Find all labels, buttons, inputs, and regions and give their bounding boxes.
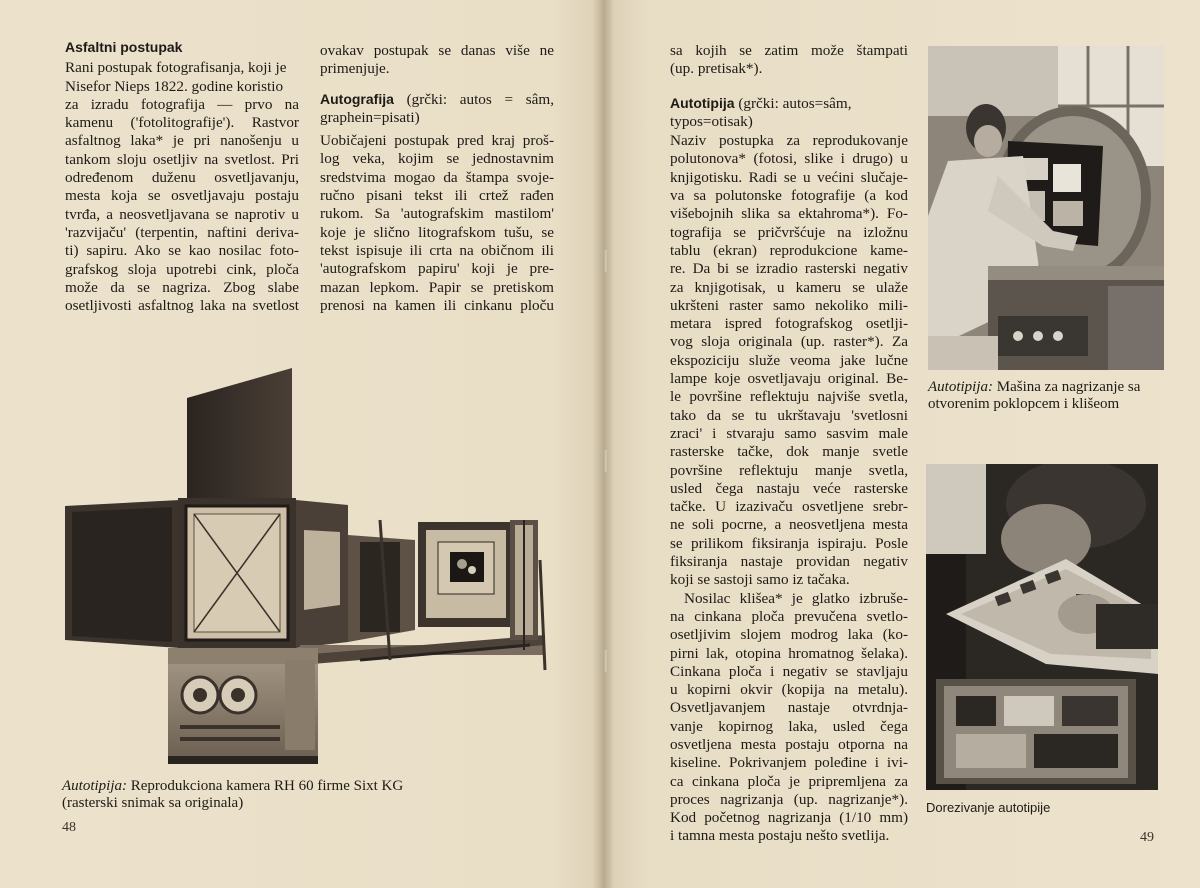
text-line: na cinkana ploča prevučena svetlo- — [670, 607, 908, 625]
text-line: rasterske tačke, dok manje svetle — [670, 443, 908, 461]
caption-lead: Autotipija: — [62, 778, 127, 794]
text-line: se prilikom fiksiranja ispiraju. Posle — [670, 534, 908, 552]
page-number-left: 48 — [62, 820, 76, 835]
left-column-2 — [320, 42, 554, 315]
text-line: kiseline. Pokrivanjem poleđine i ivi- — [670, 754, 908, 772]
text-line: Cinkana ploča i negativ se stavljaju — [670, 662, 908, 680]
text-line: zraci' i stvaraju samo sasvim male — [670, 424, 908, 442]
autotipija-gloss-2: typos=otisak) — [670, 112, 753, 130]
text-line: ručno pisani tekst ili crtež rađen — [320, 187, 554, 205]
text-line: ca cinkana ploča je pripremljena za — [670, 772, 908, 790]
text-line: (up. pretisak*). — [670, 60, 763, 78]
text-line: log veka, kojim se jednostavnim — [320, 150, 554, 168]
text-line: osetljivosti asfaltnog laka na svetlost — [65, 297, 299, 315]
left-column-1 — [65, 38, 299, 315]
text-line: za knjigotisak, u kameru se ulaže — [670, 278, 908, 296]
text-line: ne soli pocrne, a neosvetljena mesta — [670, 516, 908, 534]
text-line: 'autografskom papiru' koji je pre- — [320, 260, 554, 278]
text-line: va sa polutonske fotografije (a kod — [670, 187, 908, 205]
text-line: osetljivim slojem modrog laka (ko- — [670, 626, 908, 644]
text-line: u kopirni okvir (kopija na metalu). — [670, 681, 908, 699]
etching-machine-caption — [928, 379, 1168, 413]
heading-asfaltni-postupak: Asfaltni postupak — [65, 39, 183, 55]
text-line: lampe koje osvetljavaju original. Be- — [670, 370, 908, 388]
text-line: Nisefor Nieps 1822. godine koristio — [65, 77, 284, 95]
text-line: za izradu fotografija — prvo na — [65, 95, 299, 113]
text-line: površine reflektuju manje svetla, — [670, 461, 908, 479]
text-line: tankom sloju osetljiv na svetlost. Pri — [65, 150, 299, 168]
text-line: sa kojih se zatim može štampati — [670, 42, 908, 59]
text-line: osvetljena mesta postaju otporna na — [670, 735, 908, 753]
book-gutter — [592, 0, 614, 888]
autotipija-gloss-1: (grčki: autos=sâm, — [738, 94, 852, 112]
text-line: 'razvijaču' (terpentin, naftini deriva- — [65, 223, 299, 241]
text-line: ti) sapiru. Ako se kao nosilac foto- — [65, 242, 299, 260]
text-line: tako da se tu ukrštavaju 'svetlosni — [670, 406, 908, 424]
autotipija-para-1 — [670, 132, 908, 589]
caption-line-1: Reprodukciona kamera RH 60 firme Sixt KG — [130, 778, 404, 794]
text-line: vog sloja originala (up. raster*). Za — [670, 333, 908, 351]
text-line: ovakav postupak se danas više ne — [320, 42, 554, 59]
text-line: tografija se pričvršćuje na izložnu — [670, 223, 908, 241]
binding-stitch — [604, 450, 607, 472]
binding-stitch — [604, 250, 607, 272]
text-line: i tamna mesta postaju nešto svetlija. — [670, 827, 890, 845]
text-line: asfaltnog laka* je pri nanošenju u — [65, 132, 299, 150]
text-line: može da se nagriza. Zbog slabe — [65, 278, 299, 296]
text-line: metara ispred fotografskog osetlji- — [670, 315, 908, 333]
text-line: proces nagrizanja (up. nagrizanje*). — [670, 790, 908, 808]
text-line: usled čega nastaju veće rasterske — [670, 479, 908, 497]
text-line: tvrđa, a neosvetljavana se naprotiv u — [65, 205, 299, 223]
text-line: određenom duženu osvetljavanju, — [65, 169, 299, 187]
text-line: Osvetljavanjem nastaje otvrdnja- — [670, 699, 908, 717]
text-line: le površine reflektuju najviše svetla, — [670, 388, 908, 406]
text-line: mesta koja se osvetljavaju postaju — [65, 187, 299, 205]
text-line: rukom. Sa 'autografskim mastilom' — [320, 205, 554, 223]
text-line: višebojnih slika sa ektahroma*). Fo- — [670, 205, 908, 223]
asfaltni-text — [65, 59, 299, 315]
text-line: kamenu ('fotolitografije'). Rastvor — [65, 114, 299, 132]
text-line: Nosilac klišea* je glatko izbruše- — [684, 589, 908, 607]
text-line: pirni lak, otopina hromatnog šelaka). — [670, 644, 908, 662]
text-line: fiksiranja nastaje providan negativ — [670, 553, 908, 571]
text-line: koje je slično litografskom tušu, se — [320, 223, 554, 241]
right-page — [600, 0, 1200, 888]
heading-autotipija: Autotipija — [670, 94, 735, 111]
text-line: re. Da bi se izradio rasterski negativ — [670, 260, 908, 278]
text-line: ekspoziciju služe veoma jake lučne — [670, 351, 908, 369]
text-line: polutonova* (fotosi, slike i drugo) u — [670, 150, 908, 168]
autotipija-para-2 — [670, 590, 908, 846]
text-line: vanje kopirnog laka, usled čega — [670, 717, 908, 735]
text-line: tablu (ekran) reprodukcione kame- — [670, 241, 908, 259]
text-line: knjigotisku. Radi se u većini slučaje- — [670, 168, 908, 186]
retouching-caption: Dorezivanje autotipije — [926, 800, 1051, 815]
text-line: primenjuje. — [320, 60, 390, 78]
right-column — [670, 42, 908, 846]
camera-caption — [62, 778, 462, 812]
autografija-entry — [320, 90, 554, 109]
binding-stitch — [604, 650, 607, 672]
caption-line-2: (rasterski snimak sa originala) — [62, 795, 244, 811]
autografija-text — [320, 132, 554, 315]
text-line: Kod početnog nagrizanja (1/10 mm) — [670, 809, 908, 827]
caption-line-1: Mašina za nagrizanje sa — [996, 379, 1141, 395]
text-line: ukršteni raster samo nekoliko mili- — [670, 296, 908, 314]
caption-line-2: otvorenim poklopcem i klišeom — [928, 396, 1120, 412]
text-line: grafskog sloja upotrebi cink, ploča — [65, 260, 299, 278]
page-number-right: 49 — [1140, 830, 1154, 845]
text-line: Uobičajeni postupak pred kraj proš- — [320, 132, 554, 150]
text-line: tačke. U izazivaču osvetljene srebr- — [670, 498, 908, 516]
text-line: prenosi na kamen ili cinkanu ploču — [320, 296, 554, 314]
text-line: tekst ispisuje ili crta na običnom ili — [320, 241, 554, 259]
heading-autografija: Autografija — [320, 90, 394, 107]
reproduction-camera-photo — [60, 360, 550, 765]
autografija-gloss-2: graphein=pisati) — [320, 108, 420, 126]
text-line: koji se sastoji samo iz tačaka. — [670, 571, 850, 589]
text-line: mazan lepkom. Papir se pretiskom — [320, 278, 554, 296]
text-line: sredstvima mogao da štampa svoje- — [320, 168, 554, 186]
autografija-gloss-1: (grčki: autos = sâm, — [406, 90, 554, 108]
retouching-photo — [926, 464, 1158, 790]
text-line: Naziv postupka za reprodukovanje — [670, 132, 908, 150]
caption-lead: Autotipija: — [928, 379, 993, 395]
text-line: Rani postupak fotografisanja, koji je — [65, 59, 287, 77]
etching-machine-photo — [928, 46, 1164, 370]
autotipija-entry — [670, 94, 908, 113]
